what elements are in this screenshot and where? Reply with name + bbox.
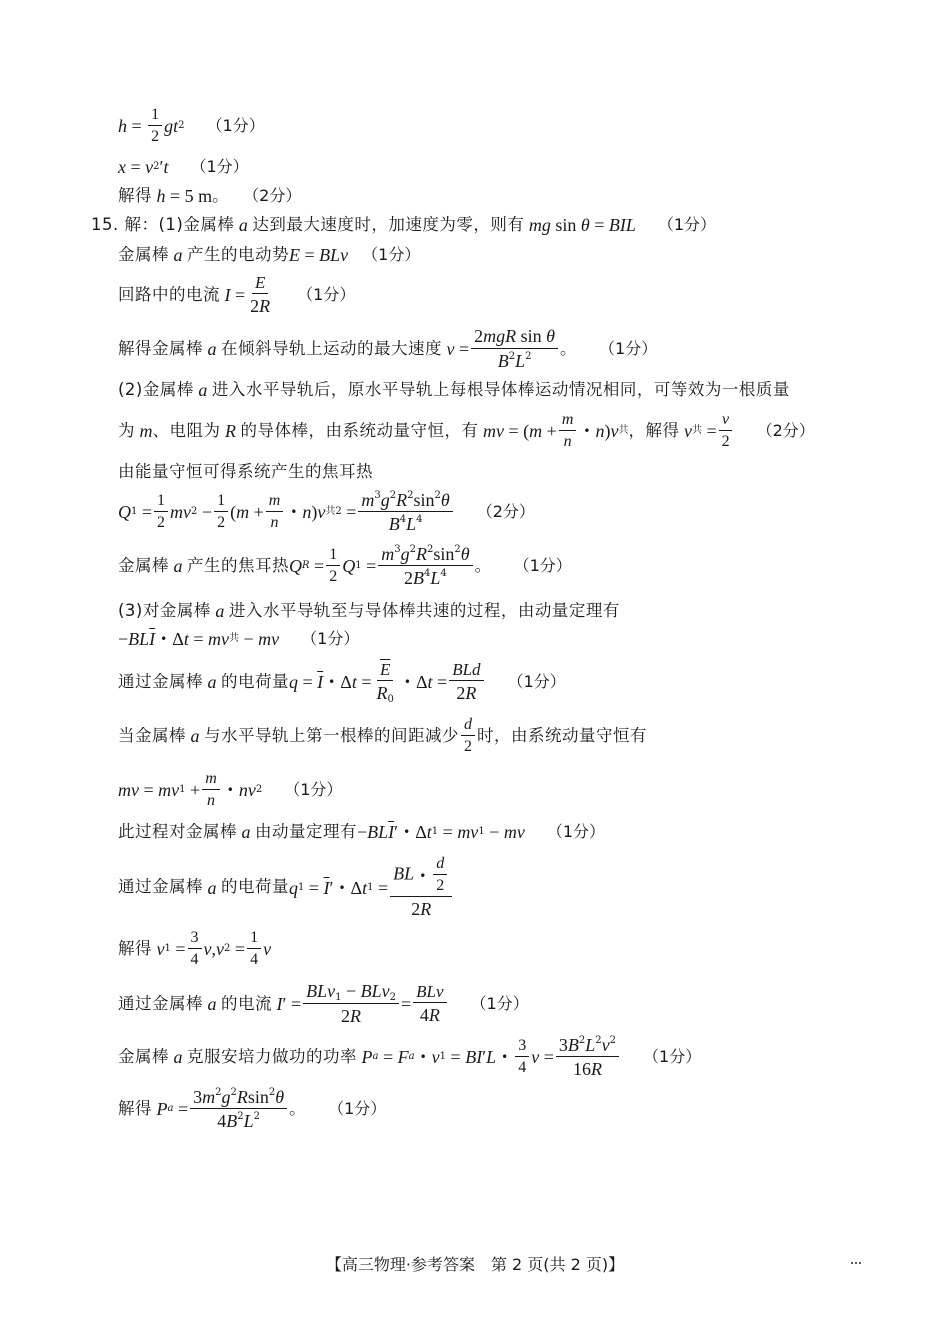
fraction: $\frac{1}{4}$ (247, 930, 261, 968)
fraction: $\frac{m^3g^2R^2\sin^2\theta}{2B^4L^4}$ (378, 545, 472, 587)
fraction: $\frac{1}{2}$ (214, 493, 228, 531)
fraction: $\frac{v}{2}$ (719, 412, 733, 450)
eq-charge: 通过金属棒 a 的电荷量 q = $\overline{I}$ • Δ t = $\frac{\overline{E}}{R_0}$ • Δ t = $\frac{\text{BLd}}{2R}$ （1分） (118, 660, 566, 705)
fraction: $\frac{\text{BLd}}{2R}$ (449, 661, 483, 703)
current-line: 回路中的电流 I = $\frac{E}{2R}$ （1分） (118, 273, 356, 316)
fraction: $\frac{BLv_1 - BLv_2}{2R}$ (303, 982, 399, 1026)
fraction: $\frac{3m^2g^2Rsin^2\theta}{4B^2L^2}$ (190, 1088, 287, 1130)
max-speed-line: 解得金属棒 a 在倾斜导轨上运动的最大速度 v = $\frac{\text{2mgR sin θ}}{B^2L^2}$ 。 （1分） (118, 326, 658, 371)
fraction: $\frac{d}{2}$ (433, 856, 447, 894)
fraction: $\frac{3}{4}$ (188, 930, 202, 968)
score: （1分） (328, 1099, 387, 1118)
score: （1分） (546, 822, 606, 841)
score: （1分） (190, 157, 249, 176)
score: （1分） (513, 556, 572, 575)
score: （1分） (297, 285, 356, 304)
problem-15-header: 15. 解：(1)金属棒 a 达到最大速度时，加速度为零，则有 mg sin θ = BIL （1分） (91, 214, 717, 235)
score: （1分） (301, 629, 360, 648)
emf-line: 金属棒 a 产生的电动势 E = BLv （1分） (118, 244, 421, 265)
distance-reduce-line: 当金属棒 a 与水平导轨上第一根棒的间距减少 $\frac{d}{2}$ 时，由系统动量守恒有 (118, 716, 647, 755)
fraction: $\frac{m}{n}$ (266, 493, 284, 531)
score: （2分） (476, 502, 535, 521)
eq-heat-rod: 金属棒 a 产生的焦耳热 Q R = $\frac{1}{2}$ Q 1 = $\frac{m^3g^2R^2\sin^2\theta}{2B^4L^4}$ 。 （1分） (118, 544, 572, 588)
energy-line: 由能量守恒可得系统产生的焦耳热 (118, 462, 373, 481)
fraction: $\frac{3B^2L^2v^2}{16R}$ (556, 1036, 619, 1078)
eq-impulse: − BL $\overline{I}$ • Δ t = mv 共 − mv （1分） (118, 629, 360, 649)
score: （1分） (284, 780, 343, 799)
fraction: $\frac{\overline{E}}{R_0}$ (376, 660, 394, 705)
score: （1分） (657, 215, 717, 234)
fraction: $\frac{\text{2mgR sin θ}}{B^2L^2}$ (471, 327, 558, 371)
fraction: $\frac{1}{2}$ (148, 107, 162, 145)
score: （1分） (599, 339, 658, 358)
fraction: $\frac{m}{n}$ (559, 412, 577, 450)
corner-mark (851, 1262, 861, 1264)
eq-charge-2: 通过金属棒 a 的电荷量 q 1 = $\overline{I}$ ′ • Δ t 1 = BL • $\frac{d}{2}$ 2R (118, 856, 454, 919)
fraction: $\frac{E}{2R}$ (250, 273, 271, 316)
fraction: $\frac{3}{4}$ (515, 1038, 529, 1076)
eq-heat-total: Q 1 = $\frac{1}{2}$ mv 2 − $\frac{1}{2}$ ( m + $\frac{m}{n}$ • n ) v 共 2 = $\frac{m^3g^2R^2\sin^2\theta}{B^4L^4}$ （2分） (118, 490, 535, 534)
fraction: $\frac{d}{2}$ (461, 717, 475, 755)
score: （2分） (243, 186, 302, 205)
eq-power: 金属棒 a 克服安培力做功的功率 P a = F a • v 1 = BI ′ L • $\frac{3}{4}$ v = $\frac{3B^2L^2v^2}{16R}$ （1分） (118, 1035, 702, 1079)
score: （2分） (756, 421, 815, 440)
speeds-line: 解得 v 1 = $\frac{3}{4}$ v , v 2 = $\frac{1}{4}$ v (118, 929, 272, 968)
fraction: $\frac{m^3g^2R^2\sin^2\theta}{B^4L^4}$ (358, 491, 452, 533)
part3-line: (3)对金属棒 a 进入水平导轨至与导体棒共速的过程，由动量定理有 (118, 600, 620, 621)
score: （1分） (507, 672, 566, 691)
eq-current-2: 通过金属棒 a 的电流 I ′ = $\frac{BLv_1 - BLv_2}{2R}$ = $\frac{\text{BLv}}{4R}$ （1分） (118, 981, 529, 1026)
score: （1分） (206, 116, 265, 135)
score: （1分） (643, 1047, 702, 1066)
eq-height: h = $\frac{1}{2}$ gt 2 （1分） (118, 106, 265, 145)
page-footer: 【高三物理·参考答案 第 2 页(共 2 页)】 (325, 1255, 625, 1274)
eq-power-result: 解得 P a = $\frac{3m^2g^2Rsin^2\theta}{4B^2L^2}$ 。 （1分） (118, 1087, 387, 1131)
score: （1分） (470, 994, 529, 1013)
result-line: 解得 h = 5 m 。 （2分） (118, 185, 302, 206)
eq-momentum-2: mv = mv 1 + $\frac{m}{n}$ • nv 2 （1分） (118, 770, 343, 809)
fraction: $\frac{1}{2}$ (326, 547, 340, 585)
part2-line: (2)金属棒 a 进入水平导轨后，原水平导轨上每根导体棒运动情况相同，可等效为一根质量 (118, 379, 790, 400)
fraction: $\frac{\text{BLv}}{4R}$ (413, 983, 446, 1025)
score: （1分） (362, 245, 421, 264)
fraction: $\frac{1}{2}$ (154, 493, 168, 531)
momentum-line: 为 m 、电阻为 R 的导体棒，由系统动量守恒，有 mv = ( m + $\frac{m}{n}$ • n ) v 共 ，解得 v 共 = $\frac{v}{2}$ （2分） (118, 411, 815, 450)
eq-distance: x = v 2 ′ t （1分） (118, 157, 249, 177)
fraction: BL • $\frac{d}{2}$ 2R (390, 856, 452, 919)
fraction: $\frac{m}{n}$ (202, 771, 220, 809)
eq-impulse-2: 此过程对金属棒 a 由动量定理有 − BL $\overline{I}$ ′ • Δ t 1 = mv 1 − mv （1分） (118, 821, 606, 842)
